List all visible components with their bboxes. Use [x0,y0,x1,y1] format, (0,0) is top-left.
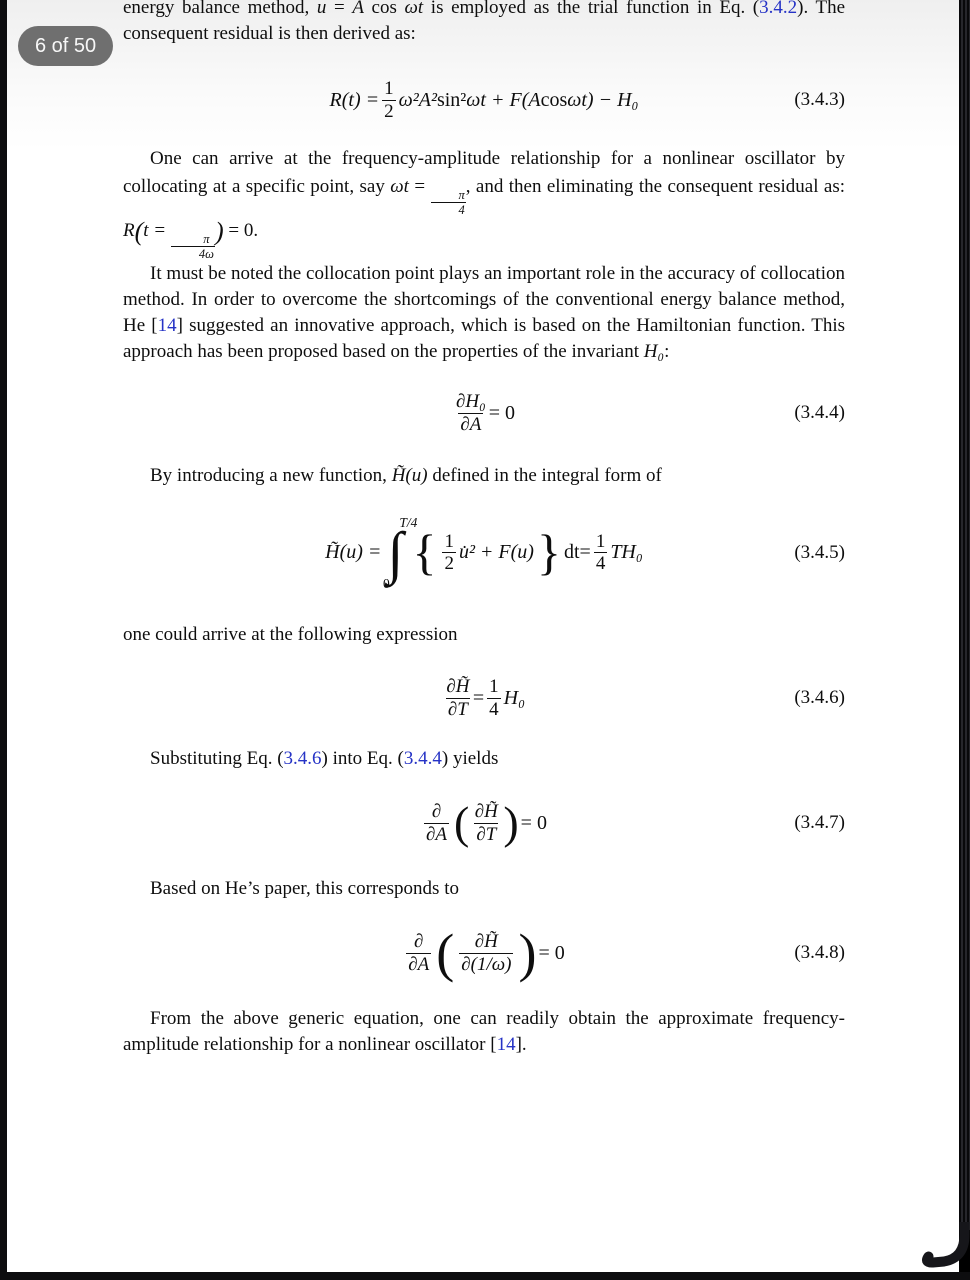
integral: T/4 ∫ 0 [383,514,418,591]
math-run: = [472,686,485,709]
paragraph-substituting [123,746,845,772]
text-run: = [408,176,431,197]
fraction: $\frac{1}{2}$ [384,78,394,122]
math-run: = 0 [520,811,547,834]
paren: ) [503,797,519,849]
paragraph-it-must-be-noted [123,261,845,365]
math-run: R [123,220,135,241]
fraction: $\frac{\partial}{\partial A}$ [408,931,430,975]
eq-ref-link-3-4-6[interactable]: 3.4.6 [283,748,322,769]
fraction: $\frac{\pi}{4\omega}$ [171,232,215,261]
math-run: u̇² + F(u) [458,541,534,564]
math-run: = 0 [538,941,565,964]
text-run: Based on He’s paper, this corresponds to [150,878,459,899]
text-run: ) yields [441,748,499,769]
paren: ) [214,217,224,246]
fraction: $\frac{\text{∂H₀}}{\partial A}$ [456,391,486,435]
math-run: u [316,0,327,18]
fraction: $\frac{\pi}{4}$ [431,188,466,217]
math-run: cos [540,88,568,111]
page-curl-icon[interactable] [906,1222,970,1272]
equation-3-4-3 [123,71,845,129]
equation-label: (3.4.5) [794,542,845,563]
equation-label: (3.4.4) [794,402,845,423]
eq-ref-link-3-4-4[interactable]: 3.4.4 [403,748,442,769]
text-run: energy balance method, [123,0,317,18]
equation-label: (3.4.6) [794,687,845,708]
math-run: R(t) = [329,88,380,111]
fraction: $\frac{\partial H̃}{\partial T}$ [446,676,470,720]
fraction: $\frac{1}{4}$ [595,531,606,575]
paragraph-from-the-above [123,1006,845,1058]
text-run: ] suggested an innovative approach, which is based on the Hamiltonian function. This approach has been proposed based on the properties of the invariant [123,315,846,362]
paren: ) [518,922,537,983]
math-run: ω²A² [398,88,437,111]
paragraph-by-introducing [123,463,845,489]
text-run: ]. [515,1034,527,1055]
text-run: = 0. [223,220,259,241]
math-run: t = [143,220,171,241]
fraction: $\frac{\partial H̃}{\partial T}$ [474,801,498,845]
fraction: $\frac{1}{2}$ [444,531,454,575]
math-run: TH₀ [610,541,643,564]
math-run: A [352,0,364,18]
text-run: one could arrive at the following expression [123,624,458,645]
text-run: One can arrive at the frequency-amplitude relationship for a nonlinear oscillator by collocating at a specific point, say [123,148,845,197]
math-run: = [579,541,591,564]
fraction: $\frac{\partial}{\partial A}$ [426,801,448,845]
text-run: defined in the integral form of [427,465,662,486]
paragraph-energy-balance [123,0,845,47]
math-run: ωt) − H₀ [567,88,639,111]
bottom-page-edge [0,1272,970,1280]
math-run: H₀ [643,341,665,362]
math-run: dt [563,541,580,564]
equation-label: (3.4.3) [794,89,845,110]
text-run: It must be noted the collocation point plays an important role in the accuracy of collocation method. In order to overcome the shortcomings of the conventional energy balance method, He [ [123,263,845,336]
paragraph-one-could-arrive [123,622,845,648]
paren: ( [436,922,455,983]
text-run: = [326,0,353,18]
math-run: = 0 [488,401,515,424]
text-run: , and then eliminating the consequent residual as: [465,176,845,197]
equation-label: (3.4.7) [794,812,845,833]
text-run: By introducing a new function, [150,465,392,486]
equation-3-4-4 [123,385,845,441]
text-run: ). The consequent residual is then derived as: [123,0,845,44]
math-run: ωt [404,0,424,18]
brace: { [412,524,437,581]
math-run: H̃(u) [391,465,428,486]
math-run: H₀ [503,686,526,709]
equation-label: (3.4.8) [794,942,845,963]
math-run: ωt + F(A [466,88,541,111]
text-run: From the above generic equation, one can readily obtain the approximate frequency-amplitude relationship for a nonlinear oscillator [ [123,1008,845,1055]
paren: ( [134,217,144,246]
math-run: ωt [390,176,409,197]
math-run: H̃(u) = [325,541,382,564]
equation-3-4-8 [123,917,845,989]
brace: } [536,524,561,581]
document-page [7,0,959,1272]
equation-3-4-7 [123,791,845,855]
equation-3-4-5 [123,505,845,601]
text-run: Substituting Eq. ( [150,748,284,769]
text-run: is employed as the trial function in Eq. ( [423,0,760,18]
page-content [123,0,845,1058]
citation-link-14[interactable]: 14 [496,1034,516,1055]
page-number-badge: 6 of 50 [18,26,113,66]
text-run: ) into Eq. ( [321,748,404,769]
left-page-edge [0,0,7,1280]
paragraph-based-on-he [123,876,845,902]
paren: ( [454,797,470,849]
text-run: : [664,341,670,362]
fraction: $\frac{\partial H̃}{\partial(1/\omega)}$ [461,931,512,975]
eq-ref-link-3-4-2[interactable]: 3.4.2 [759,0,798,18]
citation-link-14[interactable]: 14 [157,315,177,336]
paragraph-one-can-arrive [123,145,845,261]
integral-icon: ∫ [387,520,404,586]
page-stack-edge[interactable] [959,0,970,1230]
equation-3-4-6 [123,667,845,729]
text-run: cos [363,0,405,18]
math-run: sin² [436,88,467,111]
fraction: $\frac{1}{4}$ [489,676,499,720]
